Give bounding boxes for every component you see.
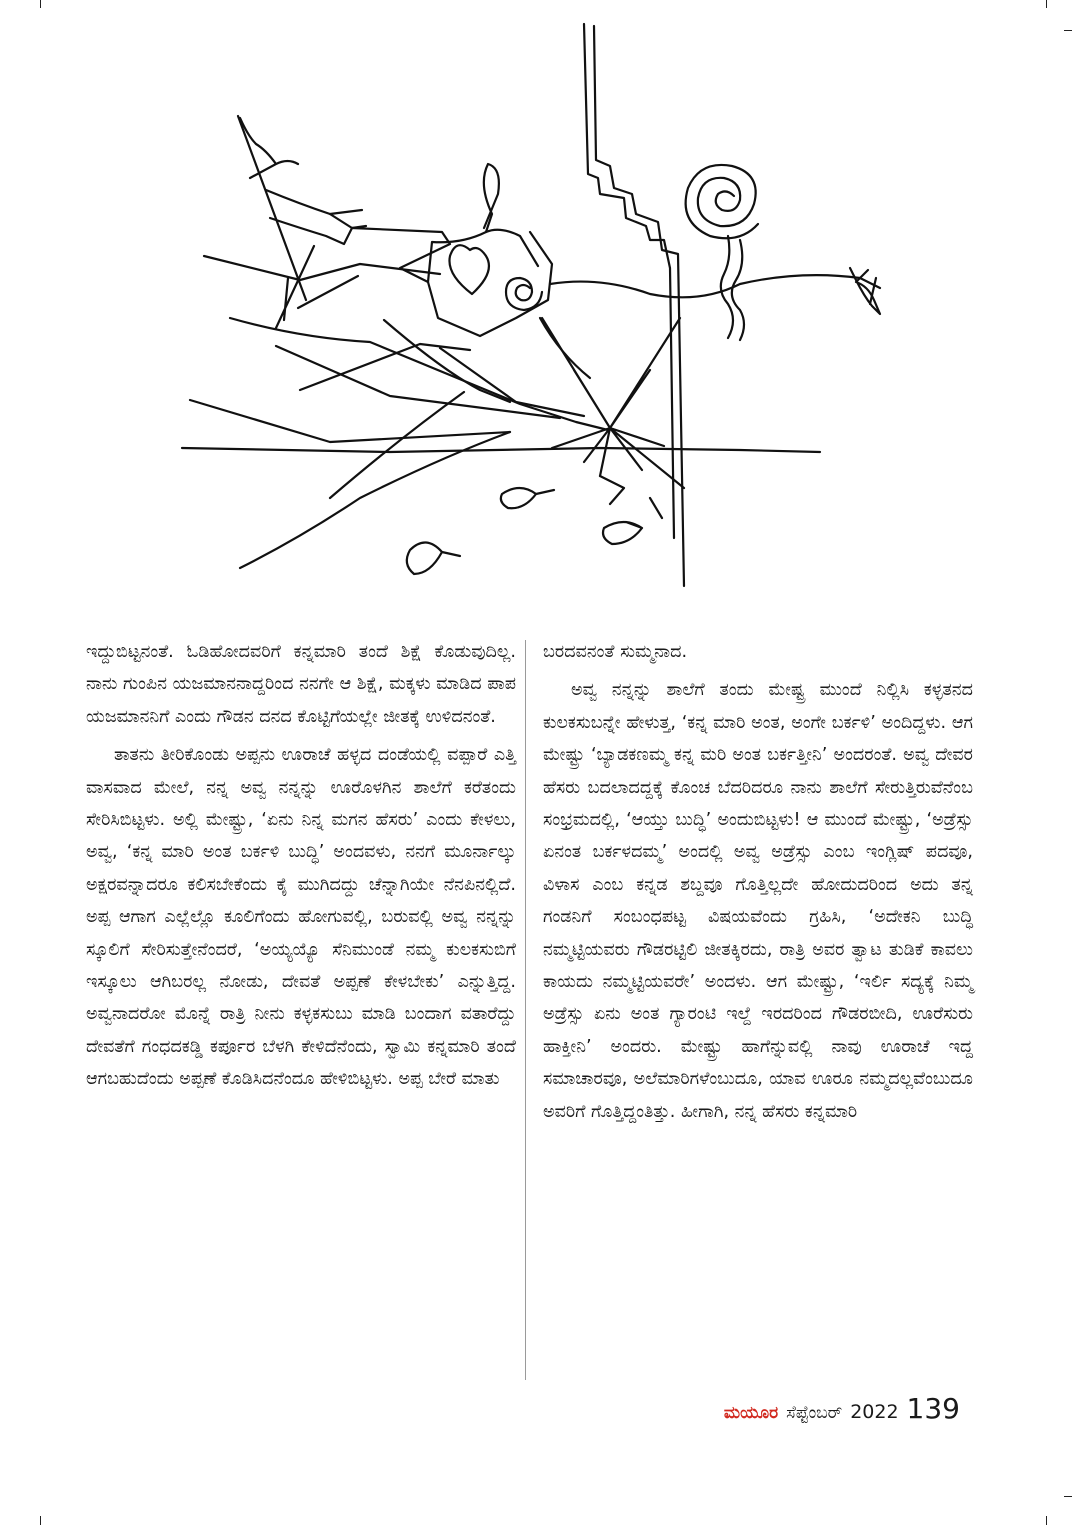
issue-month: ಸೆಪ್ಟೆಂಬರ್: [786, 1403, 843, 1423]
article-column-right: [543, 636, 973, 1128]
chest-spiral: [506, 278, 542, 310]
leaf-right: [850, 268, 880, 314]
crop-mark-top-left: [40, 0, 41, 8]
crop-mark-right-lower: [1064, 1496, 1072, 1497]
leaf-bottom-left: [407, 542, 460, 574]
article-paragraph: ಅವ್ವ ನನ್ನನ್ನು ಶಾಲೆಗೆ ತಂದು ಮೇಷ್ಟ್ರ ಮುಂದೆ ನಿಲ್ಲಿಸಿ ಕಳ್ಳತನದ ಕುಲಕಸುಬನ್ನೇ ಹೇಳುತ್ತ, ‘ಕನ್ನ ಮಾರಿ ಅಂತ, ಅಂಗೇ ಬರ್ಕಳಿ’ ಅಂದಿದ್ದಳು. ಆಗ ಮೇಷ್ಟ್ರು ‘ಬ್ಯಾಡಕಣಮ್ಮ ಕನ್ನ ಮರಿ ಅಂತ ಬರ್ಕತ್ತೀನಿ’ ಅಂದರಂತೆ. ಅವ್ವ ದೇವರ ಹೆಸರು ಬದಲಾದದ್ದಕ್ಕೆ ಕೊಂಚ ಬೆದರಿದರೂ ನಾನು ಶಾಲೆಗೆ ಸೇರುತ್ತಿರುವೆನೆಂಬ ಸಂಭ್ರಮದಲ್ಲಿ, ‘ಆಯ್ತು ಬುದ್ಧಿ’ ಅಂದುಬಿಟ್ಟಳು! ಆ ಮುಂದೆ ಮೇಷ್ಟ್ರು, ‘ಅಡ್ರೆಸ್ಸು ಏನಂತ ಬರ್ಕಳದಮ್ಮ’ ಅಂದಲ್ಲಿ ಅವ್ವ ಅಡ್ರೆಸ್ಸು ಎಂಬ ಇಂಗ್ಲಿಷ್ ಪದವೂ, ವಿಳಾಸ ಎಂಬ ಕನ್ನಡ ಶಬ್ದವೂ ಗೊತ್ತಿಲ್ಲದೇ ಹೋದುದರಿಂದ ಅದು ತನ್ನ ಗಂಡನಿಗೆ ಸಂಬಂಧಪಟ್ಟ ವಿಷಯವೆಂದು ಗ್ರಹಿಸಿ, ‘ಅದೇಕನಿ ಬುದ್ಧಿ ನಮ್ಮಟ್ಟಿಯವರು ಗೌಡರಟ್ಟಿಲಿ ಜೀತಕ್ಕಿರದು, ರಾತ್ರಿ ಅವರ ತ್ವಾಟ ತುಡಿಕೆ ಕಾವಲು ಕಾಯದು ನಮ್ಮಟ್ಟಿಯವರೇ’ ಅಂದಳು. ಆಗ ಮೇಷ್ಟ್ರು, ‘ಇರ್ಲಿ ಸದ್ಯಕ್ಕೆ ನಿಮ್ಮ ಅಡ್ರೆಸ್ಸು ಏನು ಅಂತ ಗ್ಯಾರಂಟಿ ಇಲ್ದೆ ಇರದರಿಂದ ಗೌಡರಬೀದಿ, ಊರೆಸುರು ಹಾಕ್ತೀನಿ’ ಅಂದರು. ಮೇಷ್ಟ್ರು ಹಾಗೆನ್ನುವಲ್ಲಿ ನಾವು ಊರಾಚೆ ಇದ್ದ ಸಮಾಚಾರವೂ, ಅಲೆಮಾರಿಗಳೆಂಬುದೂ, ಯಾವ ಊರೂ ನಮ್ಮದಲ್ಲವೆಂಬುದೂ ಅವರಿಗೆ ಗೊತ್ತಿದ್ದಂತಿತ್ತು. ಹೀಗಾಗಿ, ನನ್ನ ಹೆಸರು ಕನ್ನಮಾರಿ: [543, 680, 973, 1122]
article-paragraph: ಬರದವನಂತೆ ಸುಮ್ಮನಾದ.: [543, 642, 688, 662]
staircase: [584, 24, 674, 538]
crop-mark-bottom-left: [40, 1516, 41, 1525]
crop-mark-top-right: [1046, 0, 1047, 8]
figure-outline: [352, 164, 499, 282]
horizon-line: [182, 448, 820, 452]
page-number: 139: [906, 1392, 960, 1425]
article-paragraph: ತಾತನು ತೀರಿಕೊಂಡು ಅಪ್ಪನು ಊರಾಚೆ ಹಳ್ಳದ ದಂಡೆಯಲ್ಲಿ ವಪ್ಪಾರೆ ಎತ್ತಿ ವಾಸವಾದ ಮೇಲೆ, ನನ್ನ ಅವ್ವ ನನ್ನನ್ನು ಊರೊಳಗಿನ ಶಾಲೆಗೆ ಕರೆತಂದು ಸೇರಿಸಿಬಿಟ್ಟಳು. ಅಲ್ಲಿ ಮೇಷ್ಟ್ರು, ‘ಏನು ನಿನ್ನ ಮಗನ ಹೆಸರು’ ಎಂದು ಕೇಳಲು, ಅವ್ವ, ‘ಕನ್ನ ಮಾರಿ ಅಂತ ಬರ್ಕಳಿ ಬುದ್ಧಿ’ ಅಂದವಳು, ನನಗೆ ಮೂರ್ನಾಲ್ಕು ಅಕ್ಷರವನ್ನಾದರೂ ಕಲಿಸಬೇಕೆಂದು ಕೈ ಮುಗಿದದ್ದು ಚೆನ್ನಾಗಿಯೇ ನೆನಪಿನಲ್ಲಿದೆ. ಅಪ್ಪ ಆಗಾಗ ಎಲ್ಲೆಲ್ಲೊ ಕೂಲಿಗೆಂದು ಹೋಗುವಲ್ಲಿ, ಬರುವಲ್ಲಿ ಅವ್ವ ನನ್ನನ್ನು ಸ್ಕೂಲಿಗೆ ಸೇರಿಸುತ್ತೇನೆಂದರೆ, ‘ಅಯ್ಯಯ್ಯೊ ಸೆನಿಮುಂಡೆ ನಮ್ಮ ಕುಲಕಸುಬಿಗೆ ಇಸ್ಕೂಲು ಆಗಿಬರಲ್ಲ ನೋಡು, ದೇವತೆ ಅಪ್ಪಣೆ ಕೇಳಬೇಕು’ ಎನ್ನುತ್ತಿದ್ದ. ಅವ್ವನಾದರೋ ಮೊನ್ನೆ ರಾತ್ರಿ ನೀನು ಕಳ್ಳಕಸುಬು ಮಾಡಿ ಬಂದಾಗ ವತಾರೆದ್ದು ದೇವತೆಗೆ ಗಂಧದಕಡ್ಡಿ ಕರ್ಪೂರ ಬೆಳಗಿ ಕೇಳಿದೆನೆಂದು, ಸ್ವಾಮಿ ಕನ್ನಮಾರಿ ತಂದೆ ಆಗಬಹುದೆಂದು ಅಪ್ಪಣೆ ಕೊಡಿಸಿದನೆಂದೂ ಹೇಳಿಬಿಟ್ಟಳು. ಅಪ್ಪ ಬೇರೆ ಮಾತು: [86, 745, 516, 1090]
large-spiral: [686, 165, 758, 238]
issue-year: 2022: [850, 1401, 899, 1423]
burst-shape: [542, 318, 684, 488]
spiral-stem: [721, 236, 744, 340]
page-footer: [724, 1392, 960, 1425]
crop-mark-right-upper: [1064, 30, 1072, 31]
crop-mark-bottom-right: [1046, 1516, 1047, 1525]
magazine-name: ಮಯೂರ: [723, 1403, 779, 1423]
article-paragraph: ಇದ್ದುಬಿಟ್ಟನಂತೆ. ಓಡಿಹೋದವರಿಗೆ ಕನ್ನಮಾರಿ ತಂದೆ ಶಿಕ್ಷೆ ಕೊಡುವುದಿಲ್ಲ. ನಾನು ಗುಂಪಿನ ಯಜಮಾನನಾದ್ದರಿಂದ ನನಗೇ ಆ ಶಿಕ್ಷೆ, ಮಕ್ಕಳು ಮಾಡಿದ ಪಾಪ ಯಜಮಾನನಿಗೆ ಎಂದು ಗೌಡನ ದನದ ಕೊಟ್ಟಿಗೆಯಲ್ಲೇ ಜೀತಕ್ಕೆ ಉಳಿದನಂತೆ.: [86, 642, 516, 727]
column-divider: [525, 640, 526, 1380]
leaf-bottom-middle: [501, 488, 554, 508]
heart-shape: [449, 245, 488, 294]
article-column-left: [86, 636, 516, 1096]
leaf-bottom-right: [603, 522, 642, 544]
illustration: [180, 18, 900, 588]
